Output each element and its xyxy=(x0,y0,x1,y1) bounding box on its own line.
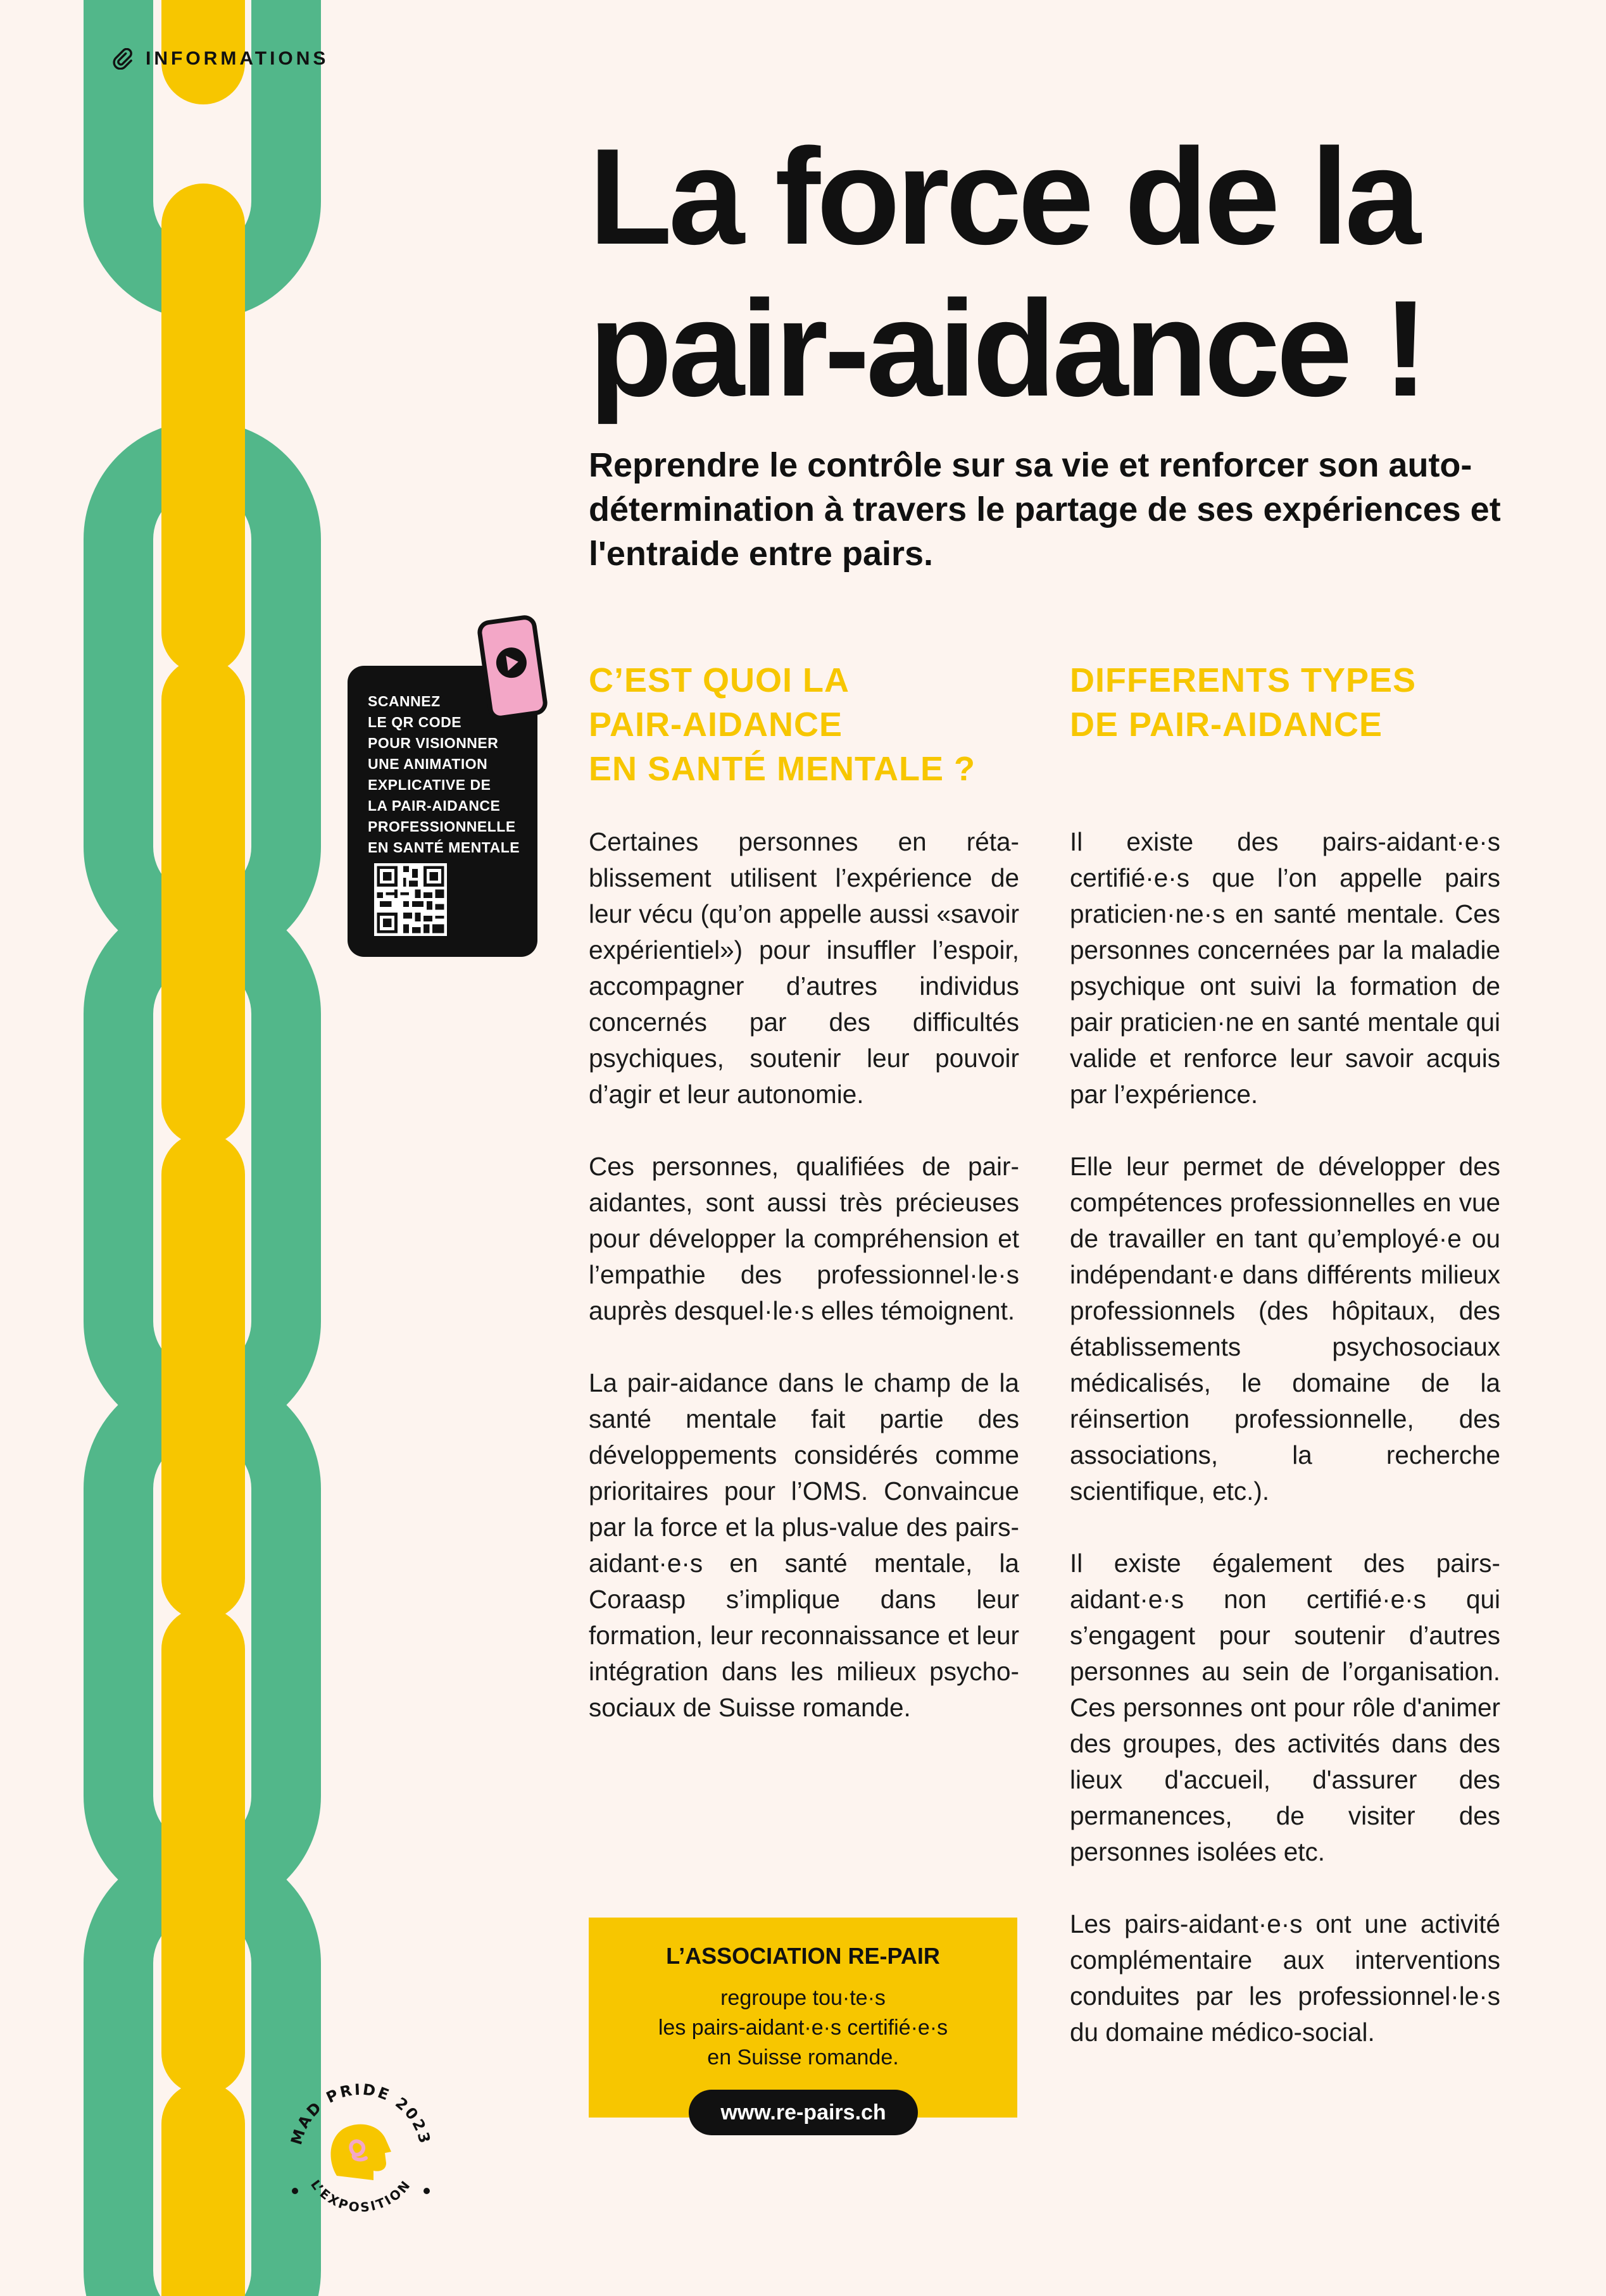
title-line: EN SANTÉ MENTALE ? xyxy=(589,750,976,788)
intro-text: Reprendre le contrôle sur sa vie et renforcer son auto-détermination à travers le partage de ses expériences et l'entraide entre pairs. xyxy=(589,446,1501,573)
paragraph: Certaines personnes en rétablissement utilisent l’expérience de leur vécu (qu’on appelle aussi «savoir expérientiel») pour insuffler l’espoir, accompagner d’autres individus concernés par des difficultés psychiques, soutenir leur pouvoir d’agir et leur autonomie. xyxy=(589,827,1019,1109)
paragraph: Les pairs-aidant·e·s ont une activité complémentaire aux interventions conduites par les professionnel·le·s du domaine médico-social. xyxy=(1070,1909,1500,2047)
association-line: les pairs-aidant·e·s certifié·e·s xyxy=(658,2016,948,2040)
paperclip-icon xyxy=(111,48,133,70)
qr-line: EN SANTÉ MENTALE xyxy=(368,839,520,856)
paragraph: Ces personnes, qualifiées de pair-aidantes, sont aussi très précieuses pour développer la compréhension et l’empathie des professionnel·le·s auprès desquel·le·s elles témoignent. xyxy=(589,1152,1019,1325)
badge-top-text: MAD PRIDE 2023 xyxy=(287,2080,434,2147)
association-line: en Suisse romande. xyxy=(707,2045,899,2069)
qr-code-icon[interactable] xyxy=(374,863,447,936)
qr-line: UNE ANIMATION xyxy=(368,756,488,772)
title-line-2: pair-aidance ! xyxy=(589,271,1425,425)
svg-text:L’EXPOSITION xyxy=(308,2177,414,2216)
title-line-1: La force de la xyxy=(589,120,1417,273)
association-line: regroupe tou·te·s xyxy=(720,1986,886,2010)
qr-line: PROFESSIONNELLE xyxy=(368,818,516,835)
badge-dot xyxy=(423,2188,430,2194)
paragraph: Il existe des pairs-aidant·e·s certifié·e·s que l’on appelle pairs praticien·ne·s en santé mentale. Ces personnes concernées par la maladie psychique ont suivi la formation de pair praticien·ne en santé mentale qui valide et renforce leur savoir acquis par l’expérience. xyxy=(1070,827,1500,1109)
badge-bottom-text: L’EXPOSITION xyxy=(308,2176,415,2216)
chain-decoration xyxy=(0,0,329,2296)
qr-line: POUR VISIONNER xyxy=(368,735,499,751)
title-line: PAIR-AIDANCE xyxy=(589,706,843,744)
qr-line: LA PAIR-AIDANCE xyxy=(368,797,501,814)
association-link[interactable]: www.re-pairs.ch xyxy=(689,2090,918,2135)
left-column-title xyxy=(589,658,976,791)
paragraph: Elle leur permet de développer des compétences professionnelles en vue de travailler en tant qu’employé·e ou indépendant·e dans différents milieux professionnels (des hôpitaux, des établissements psychosociaux médicalisés, le domaine de la réinsertion professionnelle, des associations, la recherche scientifique, etc.). xyxy=(1070,1152,1500,1506)
right-column-body xyxy=(1070,824,1500,2087)
section-tag xyxy=(111,48,329,70)
qr-line: EXPLICATIVE DE xyxy=(368,777,491,793)
mad-pride-badge xyxy=(266,2050,456,2240)
title-line: DE PAIR-AIDANCE xyxy=(1070,706,1383,744)
title-line: C’EST QUOI LA xyxy=(589,661,850,699)
qr-line: LE QR CODE xyxy=(368,714,462,730)
head-profile-icon xyxy=(331,2124,391,2180)
association-box xyxy=(589,1918,1017,2124)
paragraph: La pair-aidance dans le champ de la santé mentale fait partie des développements considérés comme prioritaires pour l’OMS. Convaincue par la force et la plus-value des pairs-aidant·e·s en santé mentale, la Coraasp s’implique dans leur formation, leur reconnaissance et leur intégration dans les milieux psycho-sociaux de Suisse romande. xyxy=(589,1368,1019,1722)
qr-line: SCANNEZ xyxy=(368,693,441,709)
paragraph: Il existe également des pairs-aidant·e·s non certifié·e·s qui s’engagent pour soutenir d’autres personnes au sein de l’organisation. Ces personnes ont pour rôle d'animer des groupes, des activités dans des lieux d'accueil, d'assurer des permanences, de visiter des personnes isolées etc. xyxy=(1070,1549,1500,1866)
right-column-title xyxy=(1070,658,1416,747)
badge-dot xyxy=(292,2188,298,2194)
association-title: L’ASSOCIATION RE-PAIR xyxy=(666,1943,940,1969)
association-text xyxy=(589,1983,1017,2073)
title-line: DIFFERENTS TYPES xyxy=(1070,661,1417,699)
left-column-body xyxy=(589,824,1019,1762)
section-tag-label: INFORMATIONS xyxy=(146,48,329,69)
page-title xyxy=(589,120,1576,424)
